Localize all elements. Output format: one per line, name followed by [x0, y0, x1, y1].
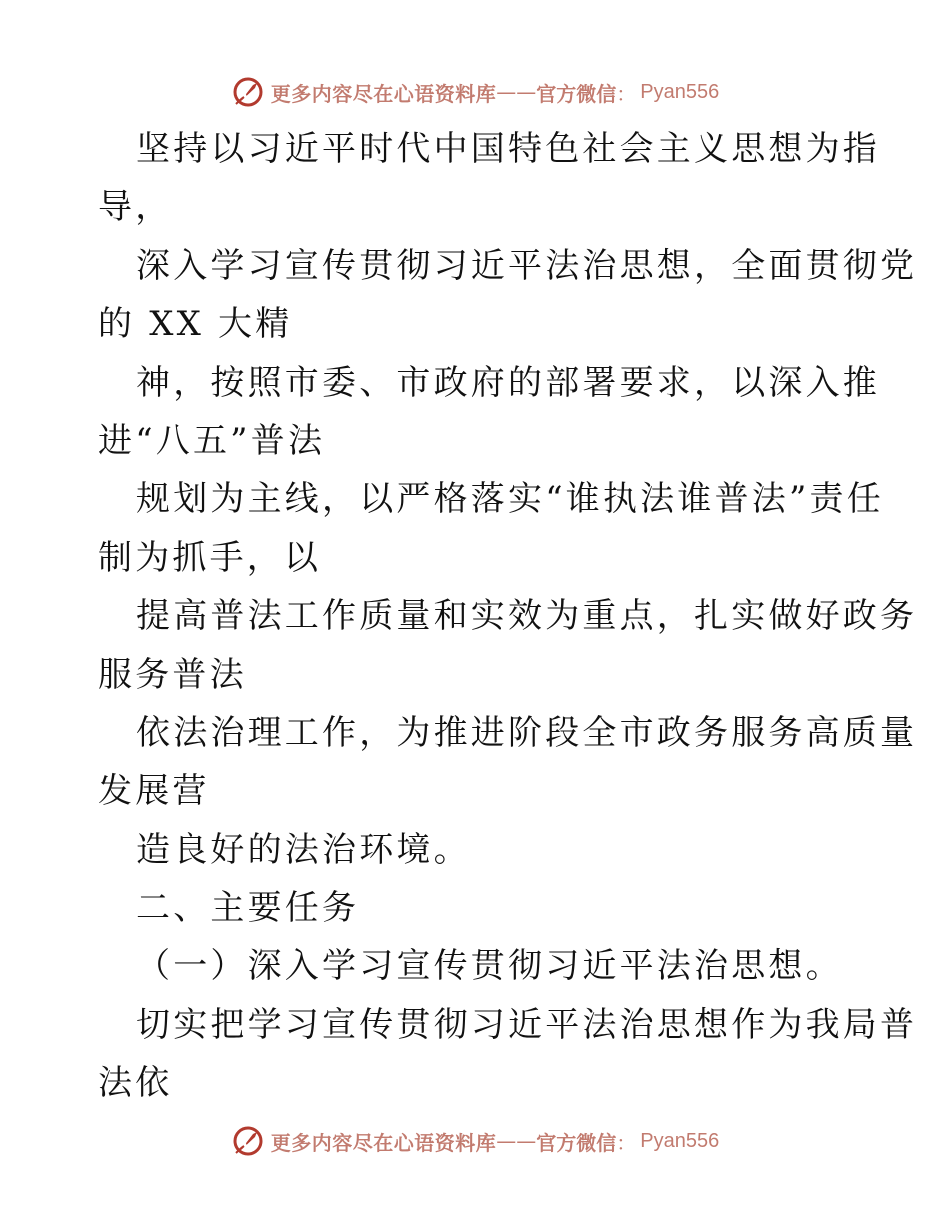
- document-body: [98, 120, 918, 1113]
- subsection-heading: （一）深入学习宣传贯彻习近平法治思想。: [136, 946, 843, 987]
- header-colon: ：: [616, 81, 637, 106]
- body-line: 深入学习宣传贯彻习近平法治思想，全面贯彻党: [136, 245, 918, 286]
- section-heading: 二、主要任务: [136, 888, 360, 929]
- header-separator: ——: [496, 80, 537, 104]
- footer-colon: ：: [616, 1130, 637, 1155]
- body-line: 的 XX 大精: [98, 304, 293, 345]
- footer-site-text: 更多内容尽在心语资料库: [270, 1130, 497, 1155]
- header-wechat-id: Pyan556: [640, 80, 720, 103]
- body-line: 切实把学习宣传贯彻习近平法治思想作为我局普: [136, 1004, 918, 1045]
- header-site-text: 更多内容尽在心语资料库: [270, 81, 497, 106]
- body-line: 发展营: [98, 771, 210, 812]
- body-line: 进“八五”普法: [98, 420, 326, 461]
- body-line: 法依: [98, 1063, 173, 1104]
- body-line: 规划为主线，以严格落实“谁执法谁普法”责任: [136, 479, 884, 520]
- quill-logo-icon: [231, 1124, 265, 1158]
- body-line: 坚持以习近平时代中国特色社会主义思想为指: [136, 129, 880, 169]
- footer-wechat-id: Pyan556: [640, 1129, 720, 1152]
- header-banner: [0, 72, 950, 112]
- footer-wechat-label: 官方微信: [536, 1130, 617, 1155]
- body-line: 制为抓手，以: [98, 537, 322, 578]
- header-wechat-label: 官方微信: [536, 81, 617, 106]
- body-line: 依法治理工作，为推进阶段全市政务服务高质量: [136, 712, 918, 753]
- body-line: 造良好的法治环境。: [136, 829, 471, 870]
- body-line: 神，按照市委、市政府的部署要求，以深入推: [136, 362, 880, 403]
- body-line: 服务普法: [98, 654, 247, 695]
- body-line: 导，: [98, 187, 173, 228]
- footer-banner: [0, 1121, 950, 1161]
- quill-logo-icon: [231, 75, 265, 109]
- body-line: 提高普法工作质量和实效为重点，扎实做好政务: [136, 596, 918, 637]
- footer-separator: ——: [496, 1129, 537, 1153]
